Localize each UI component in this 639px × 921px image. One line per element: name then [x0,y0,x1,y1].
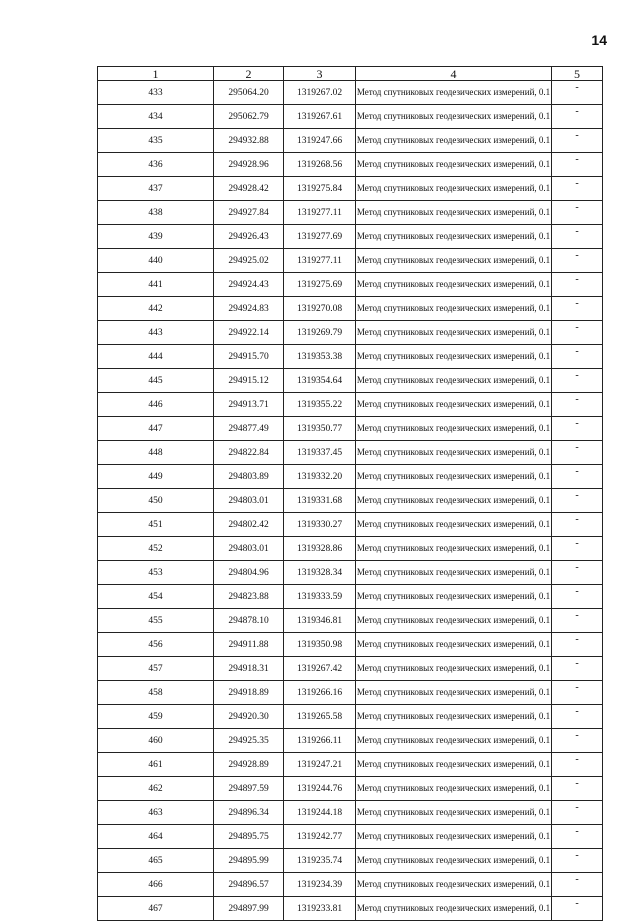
x-coordinate-cell: 294928.89 [214,753,284,777]
method-cell: Метод спутниковых геодезических измерений, 0.1 [356,489,552,513]
table-row [98,681,603,705]
y-coordinate-cell: 1319247.66 [284,129,356,153]
point-number-cell: 441 [98,273,214,297]
y-coordinate-cell: 1319265.58 [284,705,356,729]
table-row [98,369,603,393]
x-coordinate-cell: 294915.12 [214,369,284,393]
point-number-cell: 461 [98,753,214,777]
point-number-cell: 449 [98,465,214,489]
method-cell: Метод спутниковых геодезических измерений, 0.1 [356,657,552,681]
x-coordinate-cell: 294928.96 [214,153,284,177]
point-number-cell: 437 [98,177,214,201]
description-cell: - [552,729,603,753]
y-coordinate-cell: 1319267.42 [284,657,356,681]
method-cell: Метод спутниковых геодезических измерений, 0.1 [356,417,552,441]
method-cell: Метод спутниковых геодезических измерений, 0.1 [356,849,552,873]
table-row [98,249,603,273]
description-cell: - [552,249,603,273]
x-coordinate-cell: 294804.96 [214,561,284,585]
x-coordinate-cell: 294932.88 [214,129,284,153]
y-coordinate-cell: 1319235.74 [284,849,356,873]
table-row [98,585,603,609]
table-row [98,825,603,849]
description-cell: - [552,129,603,153]
point-number-cell: 466 [98,873,214,897]
table-row [98,777,603,801]
description-cell: - [552,585,603,609]
description-cell: - [552,777,603,801]
method-cell: Метод спутниковых геодезических измерений, 0.1 [356,81,552,105]
description-cell: - [552,753,603,777]
method-cell: Метод спутниковых геодезических измерений, 0.1 [356,609,552,633]
y-coordinate-cell: 1319266.16 [284,681,356,705]
point-number-cell: 446 [98,393,214,417]
x-coordinate-cell: 294877.49 [214,417,284,441]
point-number-cell: 453 [98,561,214,585]
table-row [98,129,603,153]
point-number-cell: 464 [98,825,214,849]
x-coordinate-cell: 294803.89 [214,465,284,489]
page-number: 14 [591,32,607,48]
y-coordinate-cell: 1319244.76 [284,777,356,801]
table-row [98,81,603,105]
method-cell: Метод спутниковых геодезических измерений, 0.1 [356,369,552,393]
description-cell: - [552,393,603,417]
table-row [98,225,603,249]
method-cell: Метод спутниковых геодезических измерений, 0.1 [356,825,552,849]
description-cell: - [552,609,603,633]
x-coordinate-cell: 294897.99 [214,897,284,921]
table-row [98,753,603,777]
x-coordinate-cell: 294925.35 [214,729,284,753]
table-row [98,849,603,873]
y-coordinate-cell: 1319234.39 [284,873,356,897]
x-coordinate-cell: 294897.59 [214,777,284,801]
x-coordinate-cell: 294926.43 [214,225,284,249]
table-header-row [98,67,603,81]
y-coordinate-cell: 1319277.11 [284,201,356,225]
column-header-point-number: 1 [98,67,214,81]
point-number-cell: 439 [98,225,214,249]
method-cell: Метод спутниковых геодезических измерений, 0.1 [356,297,552,321]
method-cell: Метод спутниковых геодезических измерений, 0.1 [356,177,552,201]
table-row [98,873,603,897]
point-number-cell: 435 [98,129,214,153]
method-cell: Метод спутниковых геодезических измерений, 0.1 [356,777,552,801]
x-coordinate-cell: 294802.42 [214,513,284,537]
y-coordinate-cell: 1319350.77 [284,417,356,441]
description-cell: - [552,417,603,441]
method-cell: Метод спутниковых геодезических измерений, 0.1 [356,681,552,705]
point-number-cell: 438 [98,201,214,225]
point-number-cell: 460 [98,729,214,753]
method-cell: Метод спутниковых геодезических измерений, 0.1 [356,585,552,609]
table-row [98,537,603,561]
point-number-cell: 442 [98,297,214,321]
y-coordinate-cell: 1319266.11 [284,729,356,753]
column-header-description: 5 [552,67,603,81]
table-row [98,177,603,201]
x-coordinate-cell: 294913.71 [214,393,284,417]
y-coordinate-cell: 1319275.69 [284,273,356,297]
point-number-cell: 434 [98,105,214,129]
table-row [98,705,603,729]
method-cell: Метод спутниковых геодезических измерений, 0.1 [356,393,552,417]
description-cell: - [552,681,603,705]
x-coordinate-cell: 294915.70 [214,345,284,369]
description-cell: - [552,561,603,585]
description-cell: - [552,153,603,177]
description-cell: - [552,897,603,921]
description-cell: - [552,369,603,393]
point-number-cell: 467 [98,897,214,921]
table-row [98,633,603,657]
description-cell: - [552,825,603,849]
table-row [98,729,603,753]
description-cell: - [552,273,603,297]
y-coordinate-cell: 1319333.59 [284,585,356,609]
method-cell: Метод спутниковых геодезических измерений, 0.1 [356,201,552,225]
point-number-cell: 463 [98,801,214,825]
column-header-method: 4 [356,67,552,81]
y-coordinate-cell: 1319350.98 [284,633,356,657]
table-row [98,393,603,417]
table-row [98,153,603,177]
method-cell: Метод спутниковых геодезических измерений, 0.1 [356,249,552,273]
description-cell: - [552,801,603,825]
method-cell: Метод спутниковых геодезических измерений, 0.1 [356,561,552,585]
table-row [98,801,603,825]
y-coordinate-cell: 1319337.45 [284,441,356,465]
method-cell: Метод спутниковых геодезических измерений, 0.1 [356,129,552,153]
point-number-cell: 444 [98,345,214,369]
y-coordinate-cell: 1319331.68 [284,489,356,513]
y-coordinate-cell: 1319233.81 [284,897,356,921]
table-row [98,417,603,441]
coordinates-table [97,66,603,921]
description-cell: - [552,657,603,681]
point-number-cell: 450 [98,489,214,513]
method-cell: Метод спутниковых геодезических измерений, 0.1 [356,753,552,777]
method-cell: Метод спутниковых геодезических измерений, 0.1 [356,105,552,129]
y-coordinate-cell: 1319242.77 [284,825,356,849]
description-cell: - [552,849,603,873]
point-number-cell: 465 [98,849,214,873]
table-row [98,297,603,321]
y-coordinate-cell: 1319332.20 [284,465,356,489]
description-cell: - [552,345,603,369]
table-row [98,321,603,345]
y-coordinate-cell: 1319270.08 [284,297,356,321]
description-cell: - [552,441,603,465]
x-coordinate-cell: 295064.20 [214,81,284,105]
description-cell: - [552,489,603,513]
method-cell: Метод спутниковых геодезических измерений, 0.1 [356,465,552,489]
description-cell: - [552,105,603,129]
y-coordinate-cell: 1319267.02 [284,81,356,105]
point-number-cell: 433 [98,81,214,105]
y-coordinate-cell: 1319277.11 [284,249,356,273]
table-row [98,345,603,369]
description-cell: - [552,225,603,249]
y-coordinate-cell: 1319328.86 [284,537,356,561]
method-cell: Метод спутниковых геодезических измерений, 0.1 [356,153,552,177]
description-cell: - [552,513,603,537]
point-number-cell: 462 [98,777,214,801]
x-coordinate-cell: 294918.31 [214,657,284,681]
method-cell: Метод спутниковых геодезических измерений, 0.1 [356,633,552,657]
y-coordinate-cell: 1319267.61 [284,105,356,129]
x-coordinate-cell: 294928.42 [214,177,284,201]
table-row [98,657,603,681]
method-cell: Метод спутниковых геодезических измерений, 0.1 [356,441,552,465]
point-number-cell: 456 [98,633,214,657]
x-coordinate-cell: 294924.83 [214,297,284,321]
description-cell: - [552,705,603,729]
method-cell: Метод спутниковых геодезических измерений, 0.1 [356,537,552,561]
method-cell: Метод спутниковых геодезических измерений, 0.1 [356,897,552,921]
point-number-cell: 457 [98,657,214,681]
table-row [98,273,603,297]
point-number-cell: 440 [98,249,214,273]
method-cell: Метод спутниковых геодезических измерений, 0.1 [356,801,552,825]
point-number-cell: 459 [98,705,214,729]
description-cell: - [552,81,603,105]
table-row [98,465,603,489]
description-cell: - [552,465,603,489]
method-cell: Метод спутниковых геодезических измерений, 0.1 [356,345,552,369]
y-coordinate-cell: 1319269.79 [284,321,356,345]
method-cell: Метод спутниковых геодезических измерений, 0.1 [356,729,552,753]
y-coordinate-cell: 1319355.22 [284,393,356,417]
y-coordinate-cell: 1319328.34 [284,561,356,585]
x-coordinate-cell: 294927.84 [214,201,284,225]
x-coordinate-cell: 294878.10 [214,609,284,633]
x-coordinate-cell: 294896.57 [214,873,284,897]
point-number-cell: 458 [98,681,214,705]
description-cell: - [552,873,603,897]
description-cell: - [552,321,603,345]
point-number-cell: 455 [98,609,214,633]
table-row [98,441,603,465]
method-cell: Метод спутниковых геодезических измерений, 0.1 [356,873,552,897]
point-number-cell: 447 [98,417,214,441]
description-cell: - [552,537,603,561]
x-coordinate-cell: 294823.88 [214,585,284,609]
y-coordinate-cell: 1319268.56 [284,153,356,177]
y-coordinate-cell: 1319277.69 [284,225,356,249]
y-coordinate-cell: 1319244.18 [284,801,356,825]
table-row [98,513,603,537]
point-number-cell: 451 [98,513,214,537]
y-coordinate-cell: 1319275.84 [284,177,356,201]
column-header-y: 3 [284,67,356,81]
x-coordinate-cell: 294822.84 [214,441,284,465]
method-cell: Метод спутниковых геодезических измерений, 0.1 [356,705,552,729]
method-cell: Метод спутниковых геодезических измерений, 0.1 [356,513,552,537]
point-number-cell: 454 [98,585,214,609]
point-number-cell: 448 [98,441,214,465]
point-number-cell: 445 [98,369,214,393]
x-coordinate-cell: 294920.30 [214,705,284,729]
table-row [98,201,603,225]
method-cell: Метод спутниковых геодезических измерений, 0.1 [356,273,552,297]
description-cell: - [552,177,603,201]
method-cell: Метод спутниковых геодезических измерений, 0.1 [356,321,552,345]
x-coordinate-cell: 294925.02 [214,249,284,273]
description-cell: - [552,201,603,225]
description-cell: - [552,297,603,321]
column-header-x: 2 [214,67,284,81]
x-coordinate-cell: 294896.34 [214,801,284,825]
y-coordinate-cell: 1319330.27 [284,513,356,537]
table-body [98,81,603,921]
table-row [98,561,603,585]
x-coordinate-cell: 294803.01 [214,489,284,513]
y-coordinate-cell: 1319353.38 [284,345,356,369]
x-coordinate-cell: 294911.88 [214,633,284,657]
table-row [98,489,603,513]
point-number-cell: 452 [98,537,214,561]
x-coordinate-cell: 294922.14 [214,321,284,345]
x-coordinate-cell: 294803.01 [214,537,284,561]
x-coordinate-cell: 295062.79 [214,105,284,129]
y-coordinate-cell: 1319247.21 [284,753,356,777]
x-coordinate-cell: 294918.89 [214,681,284,705]
method-cell: Метод спутниковых геодезических измерений, 0.1 [356,225,552,249]
table-row [98,105,603,129]
y-coordinate-cell: 1319346.81 [284,609,356,633]
x-coordinate-cell: 294924.43 [214,273,284,297]
x-coordinate-cell: 294895.99 [214,849,284,873]
table-row [98,609,603,633]
description-cell: - [552,633,603,657]
x-coordinate-cell: 294895.75 [214,825,284,849]
y-coordinate-cell: 1319354.64 [284,369,356,393]
point-number-cell: 436 [98,153,214,177]
table-row [98,897,603,921]
point-number-cell: 443 [98,321,214,345]
